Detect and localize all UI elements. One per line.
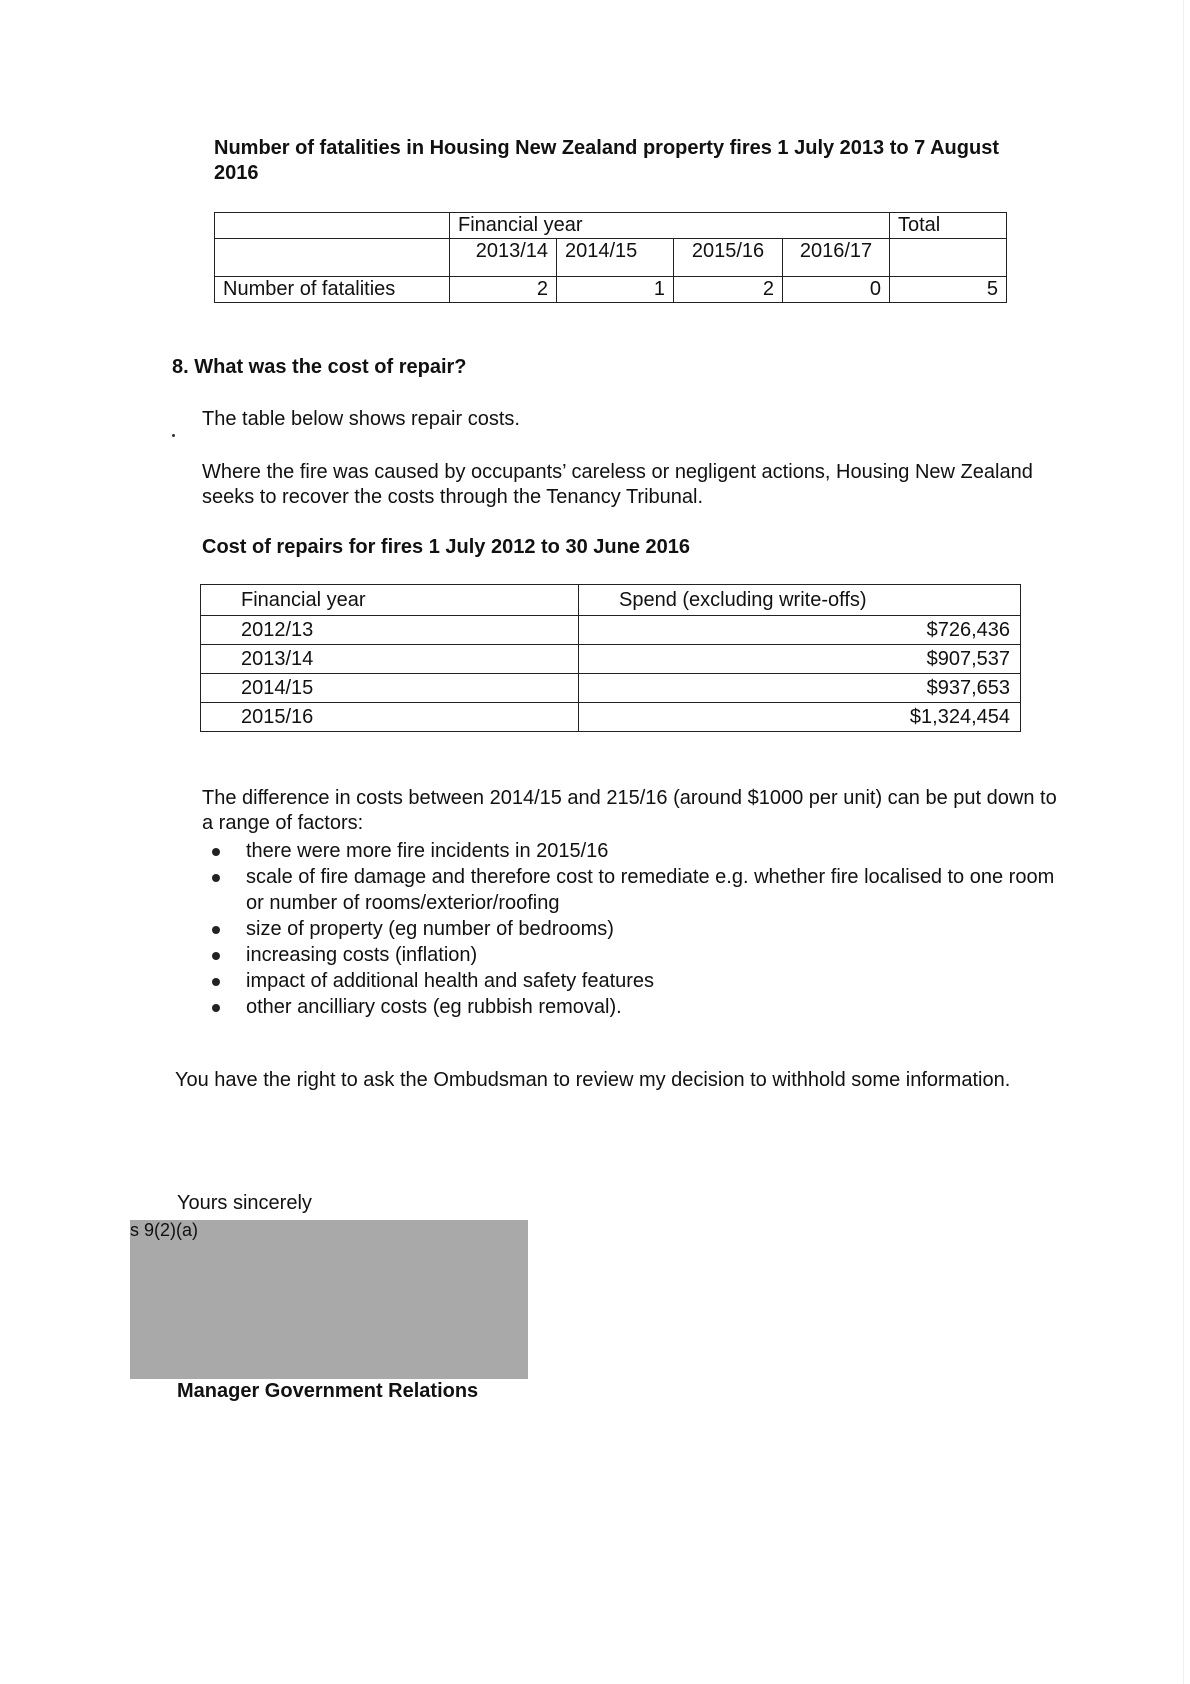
stray-mark (172, 434, 175, 437)
list-item (202, 916, 1062, 942)
question-heading: 8. What was the cost of repair? (172, 356, 467, 378)
list-item (202, 942, 1062, 968)
table-header-row (201, 585, 1021, 616)
row-label: Number of fatalities (215, 277, 450, 303)
spend-cell: $726,436 (579, 616, 1021, 645)
year-cell: 2013/14 (201, 645, 579, 674)
year-header: 2014/15 (557, 239, 674, 277)
bullet-icon (212, 1004, 220, 1012)
redaction-label: s 9(2)(a) (130, 1220, 199, 1240)
year-header: 2013/14 (450, 239, 557, 277)
table-row (201, 703, 1021, 732)
fatalities-value: 2 (674, 277, 783, 303)
column-header: Spend (excluding write-offs) (579, 585, 1021, 616)
bullet-icon (212, 874, 220, 882)
cost-table (200, 584, 1021, 732)
table-row (215, 239, 1007, 277)
fatalities-value: 0 (783, 277, 890, 303)
list-item-text: size of property (eg number of bedrooms) (246, 918, 614, 940)
year-cell: 2014/15 (201, 674, 579, 703)
bullet-icon (212, 848, 220, 856)
intro-paragraph: The table below shows repair costs. (202, 408, 520, 430)
list-item-text: increasing costs (inflation) (246, 944, 478, 966)
fatalities-table-title: Number of fatalities in Housing New Zealand property fires 1 July 2013 to 7 August 2016 (214, 137, 999, 184)
cost-table-title: Cost of repairs for fires 1 July 2012 to 30 June 2016 (202, 536, 690, 558)
list-item (202, 994, 1062, 1020)
bullet-icon (212, 978, 220, 986)
spend-cell: $937,653 (579, 674, 1021, 703)
list-item-text: impact of additional health and safety features (246, 970, 655, 992)
list-item-text: other ancilliary costs (eg rubbish removal). (246, 996, 622, 1018)
year-cell: 2015/16 (201, 703, 579, 732)
year-header: 2015/16 (674, 239, 783, 277)
signatory-title: Manager Government Relations (177, 1380, 479, 1402)
list-item (202, 864, 1062, 916)
column-header: Financial year (201, 585, 579, 616)
salutation: Yours sincerely (177, 1192, 312, 1214)
signature-redaction-box (130, 1220, 528, 1379)
empty-cell (215, 239, 450, 277)
table-row (201, 616, 1021, 645)
financial-year-group-header: Financial year (450, 213, 890, 239)
spend-cell: $1,324,454 (579, 703, 1021, 732)
recovery-paragraph: Where the fire was caused by occupants’ careless or negligent actions, Housing New Zealand seeks to recover the costs through the Tenancy Tribunal. (202, 461, 1033, 508)
table-row (201, 674, 1021, 703)
bullet-icon (212, 926, 220, 934)
empty-header-cell (215, 213, 450, 239)
year-header: 2016/17 (783, 239, 890, 277)
page-edge (1183, 0, 1184, 1684)
difference-paragraph: The difference in costs between 2014/15 and 215/16 (around $1000 per unit) can be put down to a range of factors: (202, 787, 1057, 834)
table-row (215, 277, 1007, 303)
factors-list (202, 838, 1062, 1020)
total-header: Total (890, 213, 1007, 239)
fatalities-value: 1 (557, 277, 674, 303)
list-item-text: there were more fire incidents in 2015/16 (246, 840, 609, 862)
year-cell: 2012/13 (201, 616, 579, 645)
empty-cell (890, 239, 1007, 277)
ombudsman-paragraph: You have the right to ask the Ombudsman to review my decision to withhold some information. (175, 1069, 1011, 1091)
bullet-icon (212, 952, 220, 960)
fatalities-value: 2 (450, 277, 557, 303)
list-item-text: scale of fire damage and therefore cost to remediate e.g. whether fire localised to one room or number of rooms/exterior/roofing (246, 866, 1055, 914)
list-item (202, 968, 1062, 994)
table-row (201, 645, 1021, 674)
list-item (202, 838, 1062, 864)
fatalities-total: 5 (890, 277, 1007, 303)
fatalities-table (214, 212, 1007, 303)
table-row (215, 213, 1007, 239)
spend-cell: $907,537 (579, 645, 1021, 674)
